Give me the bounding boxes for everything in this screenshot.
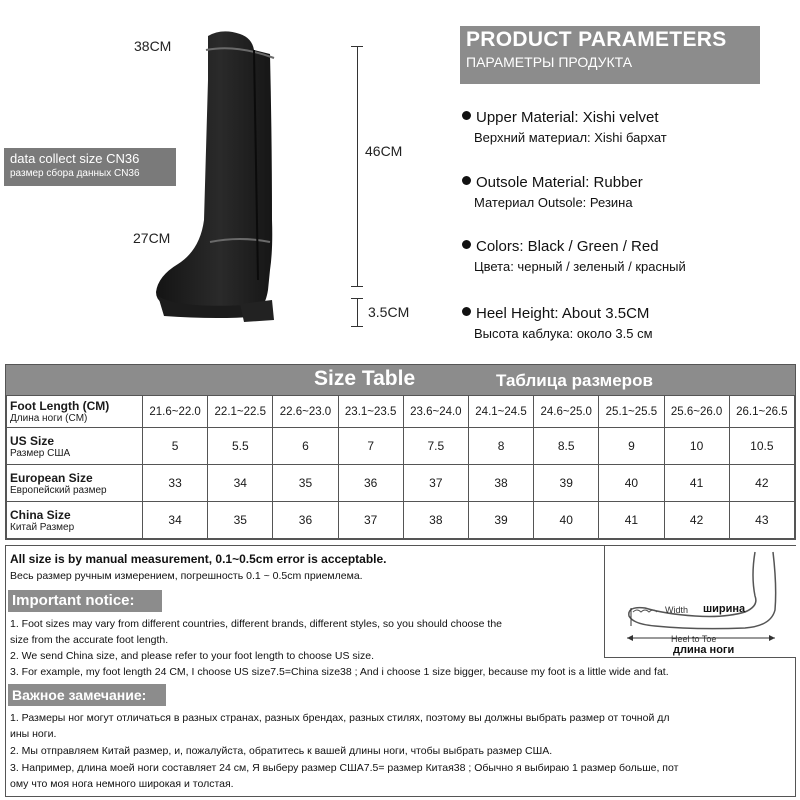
width-label-en: Width (665, 605, 689, 615)
size-cell: 38 (403, 502, 468, 539)
size-cell: 8 (468, 428, 533, 465)
size-table-header (6, 365, 795, 395)
size-cell: 41 (599, 502, 664, 539)
param-en: Upper Material: Xishi velvet (476, 109, 659, 126)
notice-line: 2. We send China size, and please refer to your foot length to choose US size. (10, 650, 375, 662)
length-label-en: Heel to Toe (671, 634, 717, 644)
row-header (7, 396, 143, 428)
important-notice-title: Important notice: (8, 590, 162, 612)
size-table-title: Size Table (314, 367, 416, 390)
size-cell: 33 (143, 465, 208, 502)
size-cell: 36 (338, 465, 403, 502)
row-header (7, 428, 143, 465)
size-cell: 8.5 (534, 428, 599, 465)
dimension-tick-heel-top (351, 298, 363, 299)
param-en: Heel Height: About 3.5CM (476, 305, 650, 322)
bullet-icon (462, 307, 471, 316)
size-row (7, 465, 795, 502)
size-cell: 38 (468, 465, 533, 502)
bullet-icon (462, 176, 471, 185)
size-cell: 10.5 (729, 428, 794, 465)
size-cell: 34 (208, 465, 273, 502)
param-heel-height (462, 305, 653, 341)
important-notice-title-ru: Важное замечание: (8, 684, 166, 706)
param-en: Outsole Material: Rubber (476, 174, 643, 191)
width-label-ru: ширина (703, 603, 746, 615)
notice-line-ru: 2. Мы отправляем Китай размер, и, пожалуйста, обратитесь к вашей длины ноги, чтобы выбрать размер США. (10, 745, 553, 757)
size-cell: 36 (273, 502, 338, 539)
size-cell: 26.1~26.5 (729, 396, 794, 428)
size-cell: 24.6~25.0 (534, 396, 599, 428)
product-parameters-title-ru: ПАРАМЕТРЫ ПРОДУКТА (466, 54, 633, 70)
param-ru: Верхний материал: Xishi бархат (474, 130, 667, 145)
data-collect-ru: размер сбора данных CN36 (10, 168, 140, 179)
size-cell: 23.1~23.5 (338, 396, 403, 428)
size-cell: 6 (273, 428, 338, 465)
notice-line-ru: ины ноги. (10, 728, 57, 740)
size-cell: 25.1~25.5 (599, 396, 664, 428)
param-colors (462, 238, 686, 274)
size-cell: 42 (664, 502, 729, 539)
size-cell: 37 (338, 502, 403, 539)
size-cell: 25.6~26.0 (664, 396, 729, 428)
heel-height-line (357, 298, 358, 326)
param-en: Colors: Black / Green / Red (476, 238, 659, 255)
shaft-height-line (357, 46, 358, 286)
bullet-icon (462, 111, 471, 120)
size-cell: 10 (664, 428, 729, 465)
row-header-ru: Длина ноги (CM) (10, 413, 88, 424)
measurement-note-ru: Весь размер ручным измерением, погрешность 0.1 ~ 0.5cm приемлема. (10, 570, 363, 582)
param-upper-material (462, 109, 667, 145)
size-row (7, 502, 795, 539)
top-circumference-label: 38CM (134, 38, 172, 54)
row-header-ru: Европейский размер (10, 484, 107, 496)
size-cell: 7.5 (403, 428, 468, 465)
product-parameters-header (460, 26, 760, 84)
size-cell: 5.5 (208, 428, 273, 465)
size-cell: 35 (273, 465, 338, 502)
notice-line-ru: ому что моя нога немного широкая и толстая. (10, 778, 234, 790)
dimension-tick-mid (351, 286, 363, 287)
size-cell: 21.6~22.0 (143, 396, 208, 428)
row-header-ru: Китай Размер (10, 521, 75, 533)
size-cell: 22.1~22.5 (208, 396, 273, 428)
shaft-height-label: 46CM (365, 143, 403, 159)
param-outsole-material (462, 174, 643, 210)
product-parameters-title: PRODUCT PARAMETERS (466, 28, 727, 51)
data-collect-size-badge (4, 148, 176, 186)
size-row (7, 428, 795, 465)
row-header-en: US Size (10, 433, 55, 448)
length-label-ru: длина ноги (673, 644, 735, 656)
size-cell: 23.6~24.0 (403, 396, 468, 428)
row-header (7, 502, 143, 539)
size-table-title-ru: Таблица размеров (496, 371, 653, 390)
param-ru: Высота каблука: около 3.5 см (474, 326, 653, 341)
size-cell: 9 (599, 428, 664, 465)
notice-line: 3. For example, my foot length 24 CM, I choose US size7.5=China size38 ; And i choose 1 size bigger, because my foot is a little wide and fat. (10, 666, 669, 678)
row-header-en: Foot Length (CM) (10, 399, 110, 413)
size-cell: 5 (143, 428, 208, 465)
notes-section (5, 545, 796, 797)
bullet-icon (462, 240, 471, 249)
row-header (7, 465, 143, 502)
row-header-en: European Size (10, 470, 93, 485)
size-cell: 43 (729, 502, 794, 539)
size-cell: 35 (208, 502, 273, 539)
measurement-note-en: All size is by manual measurement, 0.1~0.5cm error is acceptable. (10, 552, 387, 566)
row-header-ru: Размер США (10, 447, 71, 459)
size-cell: 40 (599, 465, 664, 502)
size-cell: 22.6~23.0 (273, 396, 338, 428)
size-cell: 39 (468, 502, 533, 539)
size-table (5, 364, 796, 540)
calf-circumference-label: 27CM (133, 230, 171, 246)
foot-measurement-diagram (604, 546, 796, 658)
row-header-en: China Size (10, 507, 71, 522)
size-cell: 34 (143, 502, 208, 539)
notice-line: size from the accurate foot length. (10, 634, 169, 646)
param-ru: Цвета: черный / зеленый / красный (474, 259, 686, 274)
data-collect-en: data collect size CN36 (10, 151, 140, 166)
size-cell: 41 (664, 465, 729, 502)
size-cell: 40 (534, 502, 599, 539)
size-cell: 39 (534, 465, 599, 502)
dimension-tick-bottom (351, 326, 363, 327)
size-row (7, 396, 795, 428)
size-cell: 37 (403, 465, 468, 502)
param-ru: Материал Outsole: Резина (474, 195, 633, 210)
product-header-section (0, 0, 800, 362)
notice-line: 1. Foot sizes may vary from different countries, different brands, different styles, so you should choose the (10, 618, 503, 630)
heel-height-label: 3.5CM (368, 304, 410, 320)
notice-line-ru: 3. Например, длина моей ноги составляет 24 см, Я выберу размер США7.5= размер Китая38 ; Обычно я выбираю 1 размер больше, пот (10, 762, 679, 774)
notice-line-ru: 1. Размеры ног могут отличаться в разных странах, разных брендах, разных стилях, поэтому вы должны выбрать размер от точной дл (10, 712, 670, 724)
size-cell: 7 (338, 428, 403, 465)
size-grid (6, 395, 795, 539)
size-cell: 24.1~24.5 (468, 396, 533, 428)
size-cell: 42 (729, 465, 794, 502)
